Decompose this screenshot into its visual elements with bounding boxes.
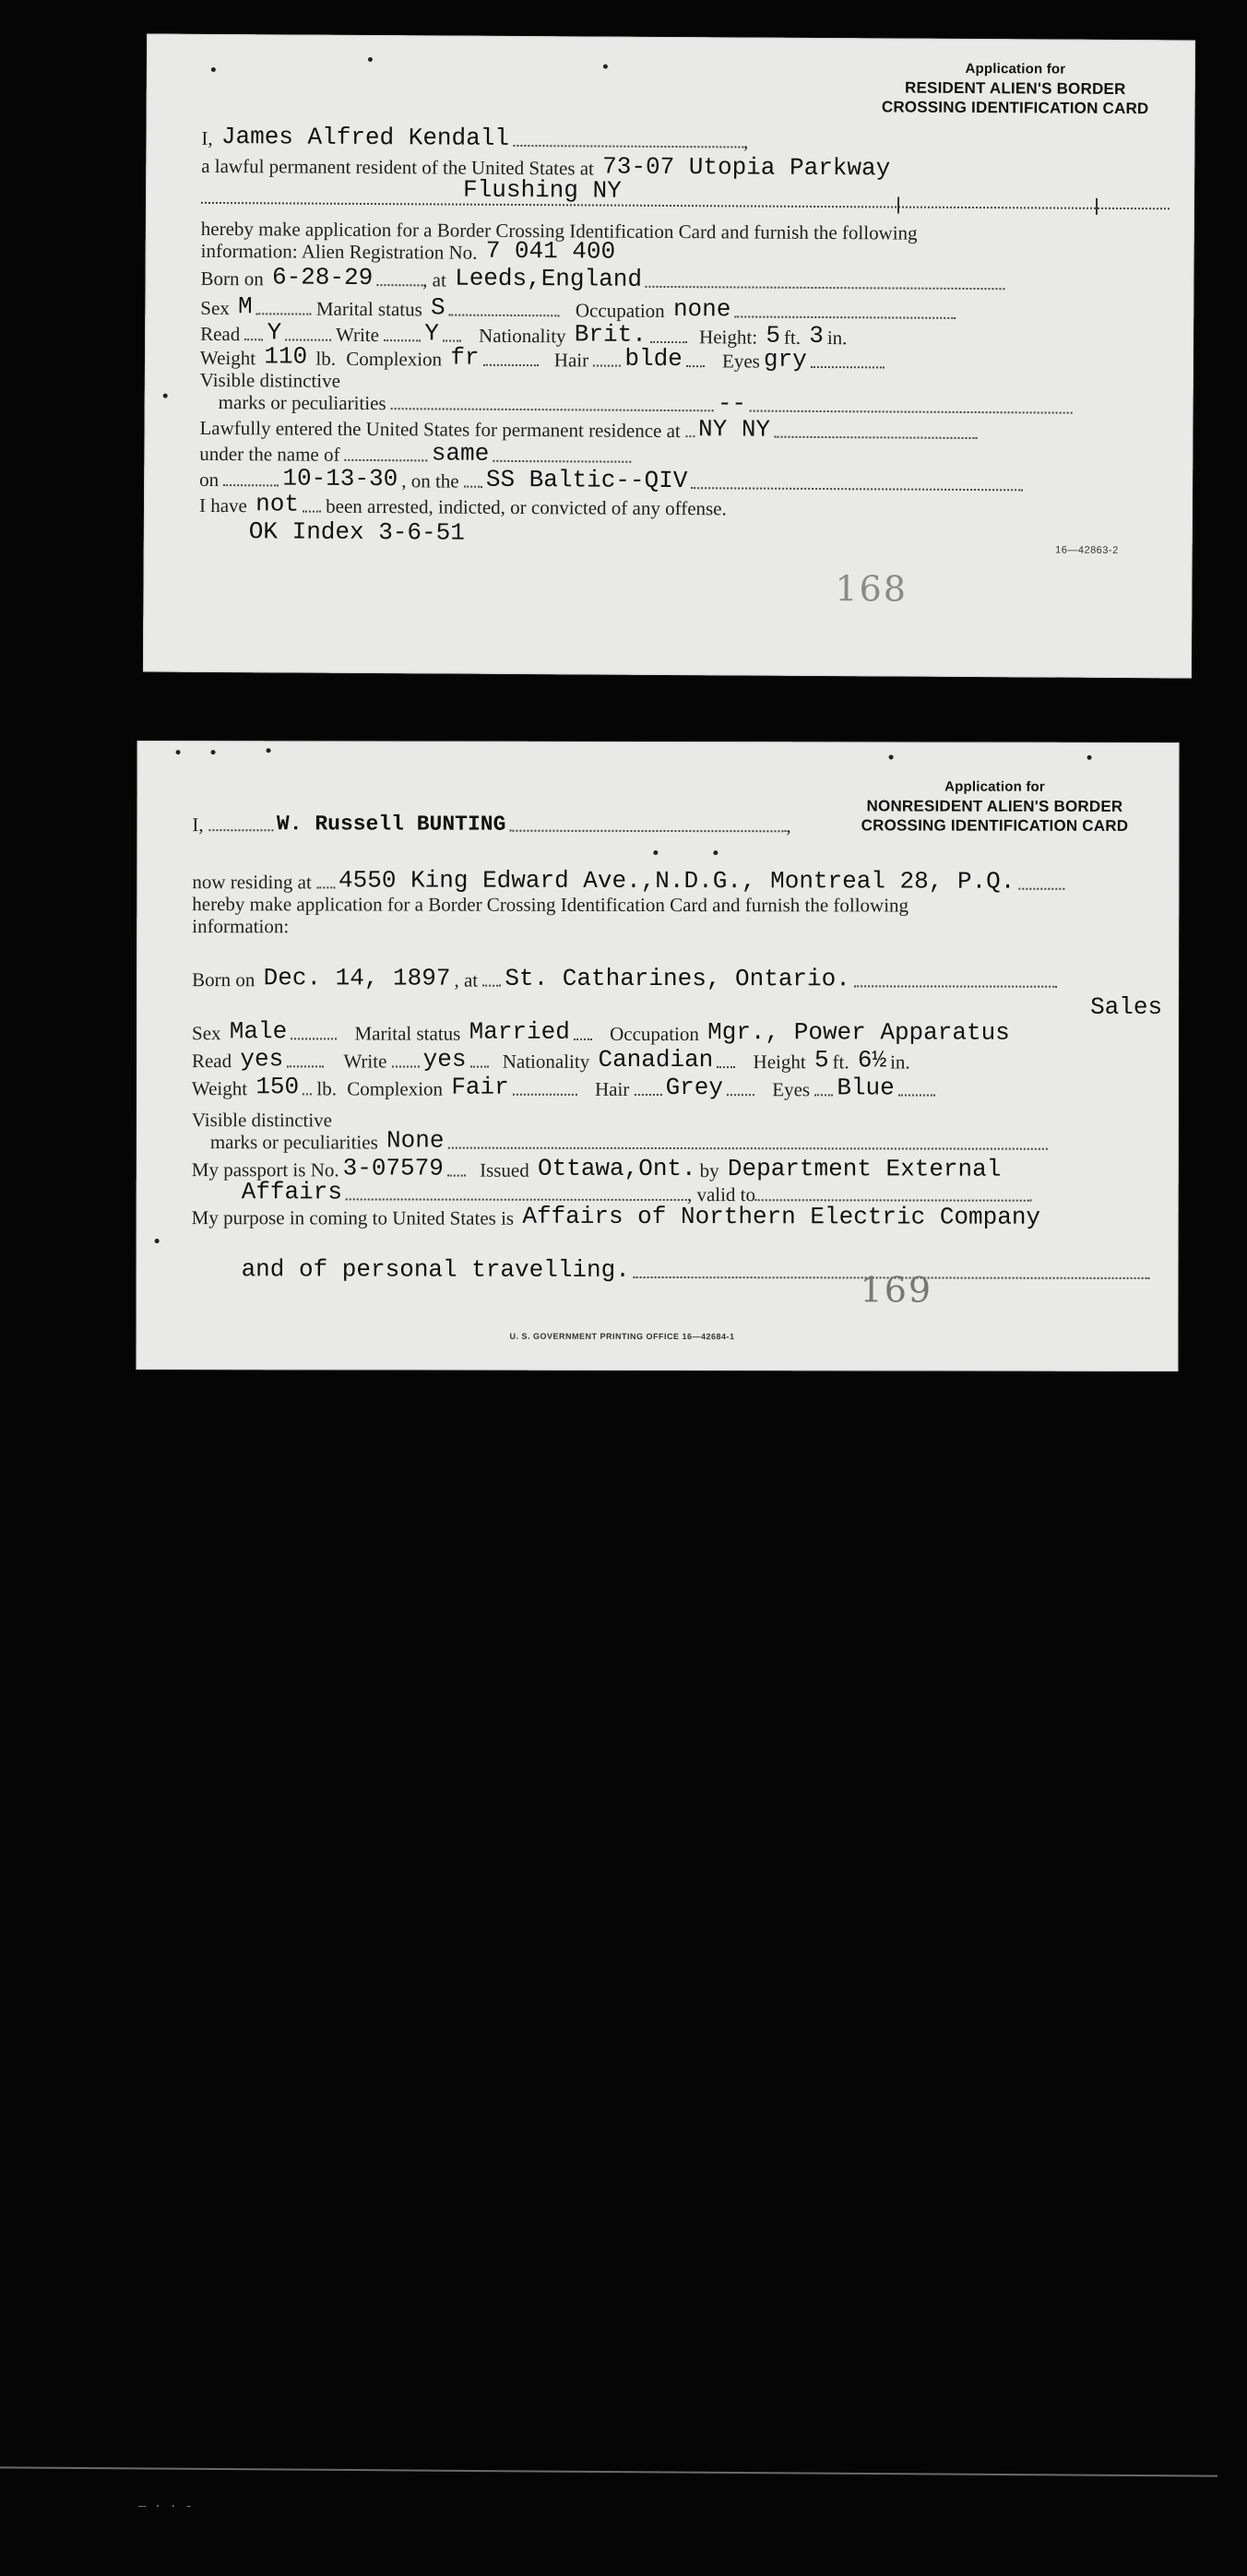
info-text: information: Alien Registration No.	[200, 239, 478, 264]
header-line-2: NONRESIDENT ALIEN'S BORDER	[866, 797, 1123, 815]
height-ft: 5	[766, 321, 781, 350]
sex-line	[192, 1019, 1014, 1047]
tick-mark	[1096, 198, 1098, 215]
index-note: OK Index 3-6-51	[248, 517, 465, 547]
hair-label: Hair	[594, 1077, 630, 1100]
residing-label: now residing at	[192, 871, 312, 894]
read-value: Y	[267, 318, 282, 347]
resident-alien-card	[143, 34, 1195, 679]
eyes-label: Eyes	[722, 350, 760, 373]
weight-label: Weight	[199, 346, 256, 370]
header-line-1: Application for	[944, 778, 1045, 795]
printing-office-footer: U. S. GOVERNMENT PRINTING OFFICE 16—42684-1	[509, 1331, 735, 1342]
born-on-label: Born on	[200, 267, 264, 291]
info-text: information:	[192, 915, 290, 938]
apply-line	[192, 892, 909, 917]
purpose-line	[191, 1202, 1044, 1231]
read-line	[192, 1047, 910, 1074]
bottom-rule	[0, 2466, 1217, 2476]
marks-label: marks or peculiarities	[209, 1131, 378, 1154]
sex-value: Male	[229, 1017, 288, 1046]
speck	[267, 748, 271, 753]
marital-label: Marital status	[354, 1022, 461, 1045]
index-note-line	[245, 517, 469, 547]
speck	[176, 750, 181, 754]
occupation-line-1-row	[1087, 992, 1166, 1021]
speck	[211, 750, 216, 754]
on-label: on	[199, 468, 220, 492]
nationality-value: Canadian	[598, 1045, 714, 1074]
weight-line	[192, 1074, 935, 1101]
in-label: in.	[890, 1051, 910, 1074]
weight-value: 150	[255, 1073, 300, 1101]
occupation-label: Occupation	[575, 299, 665, 322]
alien-reg-line	[200, 236, 620, 266]
marks-label: marks or peculiarities	[218, 391, 386, 415]
card-header	[873, 58, 1158, 118]
header-line-2: RESIDENT ALIEN'S BORDER	[905, 78, 1126, 99]
write-value: yes	[422, 1045, 467, 1074]
write-label: Write	[335, 323, 380, 347]
nonresident-alien-card	[136, 741, 1179, 1371]
complexion-value: fr	[450, 343, 480, 372]
info-line	[192, 914, 289, 938]
purpose-line-2-row	[238, 1257, 1150, 1285]
purpose-line-1: Affairs of Northern Electric Company	[522, 1202, 1041, 1231]
born-on-label: Born on	[192, 968, 255, 991]
marks-value: None	[386, 1126, 445, 1155]
write-label: Write	[343, 1050, 387, 1073]
marks-value: --	[717, 389, 747, 418]
offense-line	[199, 492, 727, 520]
complexion-label: Complexion	[347, 1077, 444, 1100]
header-line-3: CROSSING IDENTIFICATION CARD	[861, 816, 1129, 835]
speck	[211, 67, 216, 72]
header-line-3: CROSSING IDENTIFICATION CARD	[881, 98, 1149, 118]
height-in: 6½	[857, 1046, 887, 1074]
born-line	[200, 265, 1005, 295]
address-line-2: Flushing NY	[463, 175, 622, 205]
eyes-value: Blue	[837, 1074, 895, 1102]
speck	[163, 394, 168, 398]
ft-label: ft.	[832, 1051, 849, 1074]
card-header	[847, 777, 1142, 836]
i-label: I,	[201, 126, 213, 149]
tick-mark	[897, 197, 899, 214]
passport-label: My passport is No.	[191, 1158, 339, 1181]
apply-text: hereby make application for a Border Crossing Identification Card and furnish the following	[200, 217, 918, 244]
arrested-text: been arrested, indicted, or convicted of any offense.	[326, 494, 727, 520]
on-the-label: , on the	[401, 469, 459, 493]
eyes-value: gry	[763, 345, 807, 374]
lb-label: lb.	[315, 347, 337, 370]
birthplace: St. Catharines, Ontario.	[505, 964, 850, 993]
apply-text: hereby make application for a Border Crossing Identification Card and furnish the following	[192, 893, 909, 917]
issued-by-line-1: Department External	[727, 1155, 1002, 1183]
purpose-line-2: and of personal travelling.	[241, 1255, 630, 1284]
nationality-value: Brit.	[574, 320, 647, 349]
in-label: in.	[826, 326, 848, 350]
marital-label: Marital status	[315, 297, 422, 321]
complexion-value: Fair	[451, 1073, 509, 1101]
birthplace: Leeds,England	[455, 264, 643, 293]
read-label: Read	[200, 322, 241, 346]
lb-label: lb.	[316, 1077, 338, 1100]
under-name-label: under the name of	[199, 442, 340, 466]
dotted-rule	[513, 126, 743, 148]
visible-label: Visible distinctive	[199, 368, 341, 392]
born-line	[192, 966, 1057, 993]
sex-label: Sex	[200, 296, 230, 320]
address-line-2-row	[459, 175, 625, 205]
marital-value: Married	[469, 1017, 570, 1046]
by-label: by	[699, 1159, 719, 1182]
under-name-line	[199, 440, 631, 469]
birth-date: 6-28-29	[271, 263, 374, 292]
dotted-rule	[201, 200, 1170, 209]
entry-date: 10-13-30	[282, 464, 398, 493]
hair-label: Hair	[553, 349, 589, 372]
issued-by-line-2: Affairs	[241, 1178, 342, 1206]
occupation-value: none	[672, 295, 731, 324]
form-number: 16—42863-2	[1055, 544, 1119, 556]
read-label: Read	[191, 1050, 232, 1073]
entry-place: NY NY	[697, 415, 771, 444]
have-label: I have	[198, 493, 247, 517]
issued-label: Issued	[480, 1158, 529, 1181]
passport-no: 3-07579	[342, 1154, 444, 1182]
residence-address: 4550 King Edward Ave.,N.D.G., Montreal 28, P.Q.	[338, 866, 1015, 896]
speck	[889, 754, 894, 759]
sex-label: Sex	[192, 1022, 221, 1045]
at-label: , at	[422, 268, 446, 291]
residing-line	[192, 868, 1064, 896]
height-ft: 5	[814, 1046, 829, 1074]
speck	[155, 1239, 160, 1243]
resident-text: a lawful permanent resident of the United States at	[201, 154, 595, 180]
name-line: I, W. Russell BUNTING ,	[192, 812, 791, 837]
nationality-label: Nationality	[479, 324, 566, 348]
vessel: SS Baltic--QIV	[485, 465, 688, 495]
page-stamp: 169	[860, 1269, 933, 1311]
speck	[1087, 755, 1092, 760]
at-label: , at	[454, 968, 479, 991]
sex-value: M	[237, 292, 253, 321]
occupation-label: Occupation	[610, 1022, 699, 1046]
header-line-1: Application for	[965, 60, 1066, 77]
bottom-marks: — · · -	[138, 2499, 193, 2514]
name-line: I, James Alfred Kendall ,	[201, 123, 749, 153]
entered-text: Lawfully entered the United States for permanent residence at	[199, 416, 681, 443]
purpose-label: My purpose in coming to United States is	[191, 1206, 515, 1229]
not-value: not	[255, 490, 300, 518]
applicant-name: James Alfred Kendall	[220, 123, 510, 152]
page-stamp: 168	[835, 568, 909, 610]
weight-label: Weight	[191, 1077, 248, 1100]
speck	[713, 850, 718, 855]
occupation-line-2: Mgr., Power Apparatus	[707, 1018, 1010, 1047]
hair-value: Grey	[665, 1074, 724, 1102]
occupation-line-1: Sales	[1090, 992, 1163, 1021]
complexion-label: Complexion	[346, 347, 443, 371]
write-value: Y	[424, 319, 439, 348]
applicant-name: W. Russell BUNTING	[276, 812, 506, 837]
issued-place: Ottawa,Ont.	[537, 1154, 696, 1183]
under-name-value: same	[431, 439, 490, 468]
nationality-label: Nationality	[502, 1050, 590, 1073]
speck	[603, 65, 608, 69]
marks-line	[210, 1128, 1048, 1156]
address-line-1: 73-07 Utopia Parkway	[602, 152, 891, 183]
speck	[653, 850, 658, 855]
speck	[368, 57, 373, 62]
weight-value: 110	[264, 342, 308, 371]
marital-value: S	[430, 293, 445, 322]
ft-label: ft.	[783, 326, 802, 349]
birth-date: Dec. 14, 1897	[263, 964, 451, 992]
read-value: yes	[240, 1045, 284, 1074]
hair-value: blde	[624, 344, 683, 374]
alien-reg-no: 7 041 400	[485, 236, 616, 266]
i-label: I,	[192, 813, 204, 837]
eyes-label: Eyes	[772, 1078, 811, 1101]
height-in: 3	[809, 321, 824, 350]
height-label: Height:	[699, 326, 758, 349]
visible-label: Visible distinctive	[191, 1109, 333, 1132]
height-label: Height	[753, 1051, 806, 1074]
valid-label: , valid to	[686, 1183, 756, 1206]
